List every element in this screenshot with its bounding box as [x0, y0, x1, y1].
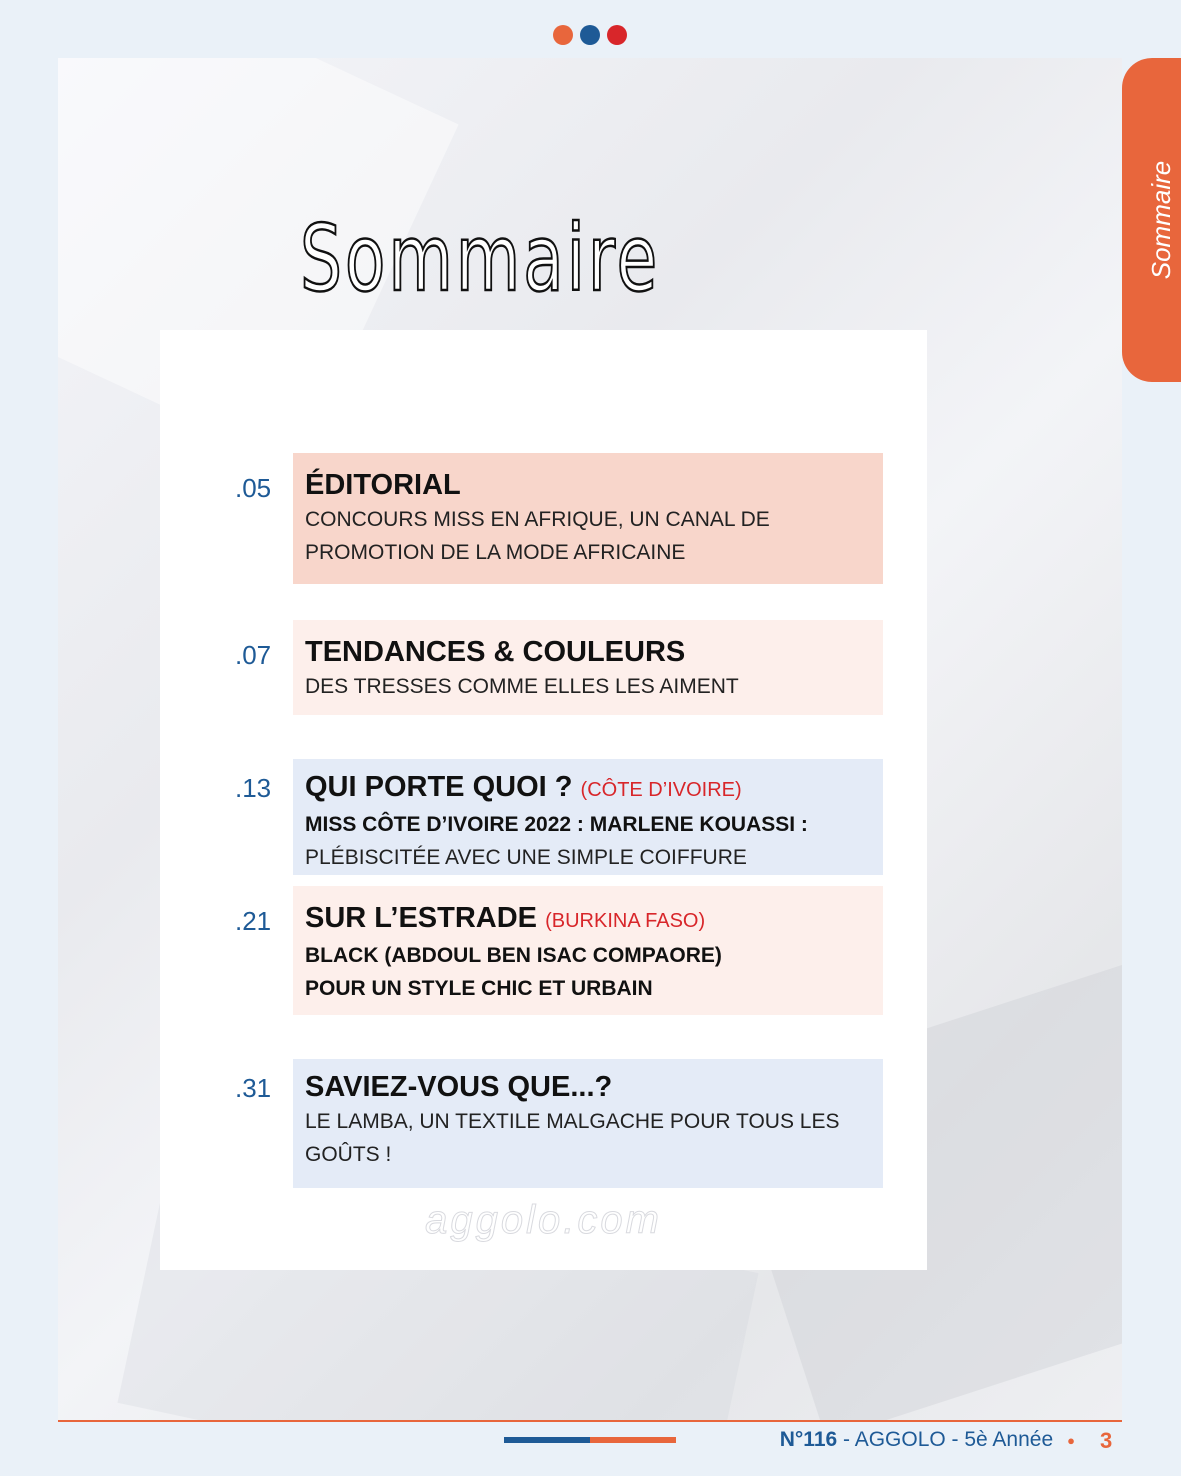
entry-line: PROMOTION DE LA MODE AFRICAINE [305, 541, 686, 564]
blue-dot [580, 25, 600, 45]
entry-country-tag: (BURKINA FASO) [545, 910, 706, 932]
contents-entry[interactable] [293, 886, 883, 1015]
contents-entry[interactable] [293, 453, 883, 584]
entry-heading: SAVIEZ-VOUS QUE...? [305, 1071, 613, 1103]
contents-entry[interactable] [293, 620, 883, 715]
entry-page-number: .05 [235, 473, 272, 503]
entry-line: PLÉBISCITÉE AVEC UNE SIMPLE COIFFURE [305, 846, 747, 869]
contents-entry[interactable] [293, 759, 883, 875]
entry-heading: TENDANCES & COULEURS [305, 636, 686, 668]
entry-bold-line: BLACK (ABDOUL BEN ISAC COMPAORE) [305, 944, 722, 967]
entry-line: LE LAMBA, UN TEXTILE MALGACHE POUR TOUS LES [305, 1110, 840, 1133]
entry-page-number: .31 [235, 1073, 272, 1103]
entry-country-tag: (CÔTE D’IVOIRE) [580, 779, 742, 801]
side-section-tab [1122, 58, 1181, 382]
entry-bold-line: MISS CÔTE D’IVOIRE 2022 : MARLENE KOUASSI : [305, 813, 808, 836]
entry-bold-line: POUR UN STYLE CHIC ET URBAIN [305, 977, 653, 1000]
page-number: 3 [1100, 1428, 1113, 1453]
entry-page-number: .21 [235, 906, 272, 936]
page-title: Sommaire [300, 205, 661, 312]
entry-line: CONCOURS MISS EN AFRIQUE, UN CANAL DE [305, 508, 770, 531]
entry-page-number: .07 [235, 640, 272, 670]
entry-page-number: .13 [235, 773, 272, 803]
footer-bullet: ● [1067, 1432, 1075, 1448]
header-dots [553, 25, 627, 45]
orange-dot [553, 25, 573, 45]
entry-line: DES TRESSES COMME ELLES LES AIMENT [305, 675, 739, 698]
footer-bar-blue [504, 1437, 590, 1443]
footer-rule [58, 1420, 1122, 1422]
entry-heading: QUI PORTE QUOI ? [305, 771, 573, 803]
contents-entry[interactable] [293, 1059, 883, 1188]
red-dot [607, 25, 627, 45]
footer-bar-orange [590, 1437, 676, 1443]
entry-line: GOÛTS ! [305, 1143, 392, 1166]
entry-heading: ÉDITORIAL [305, 469, 461, 501]
side-tab-label: Sommaire [1146, 160, 1176, 280]
entry-heading: SUR L’ESTRADE [305, 902, 538, 934]
footer-issue [780, 1428, 1085, 1452]
issue-number: N°116 [779, 1428, 838, 1451]
watermark: aggolo.com [425, 1198, 662, 1242]
footer-publication: - AGGOLO - 5è Année [837, 1428, 1054, 1451]
